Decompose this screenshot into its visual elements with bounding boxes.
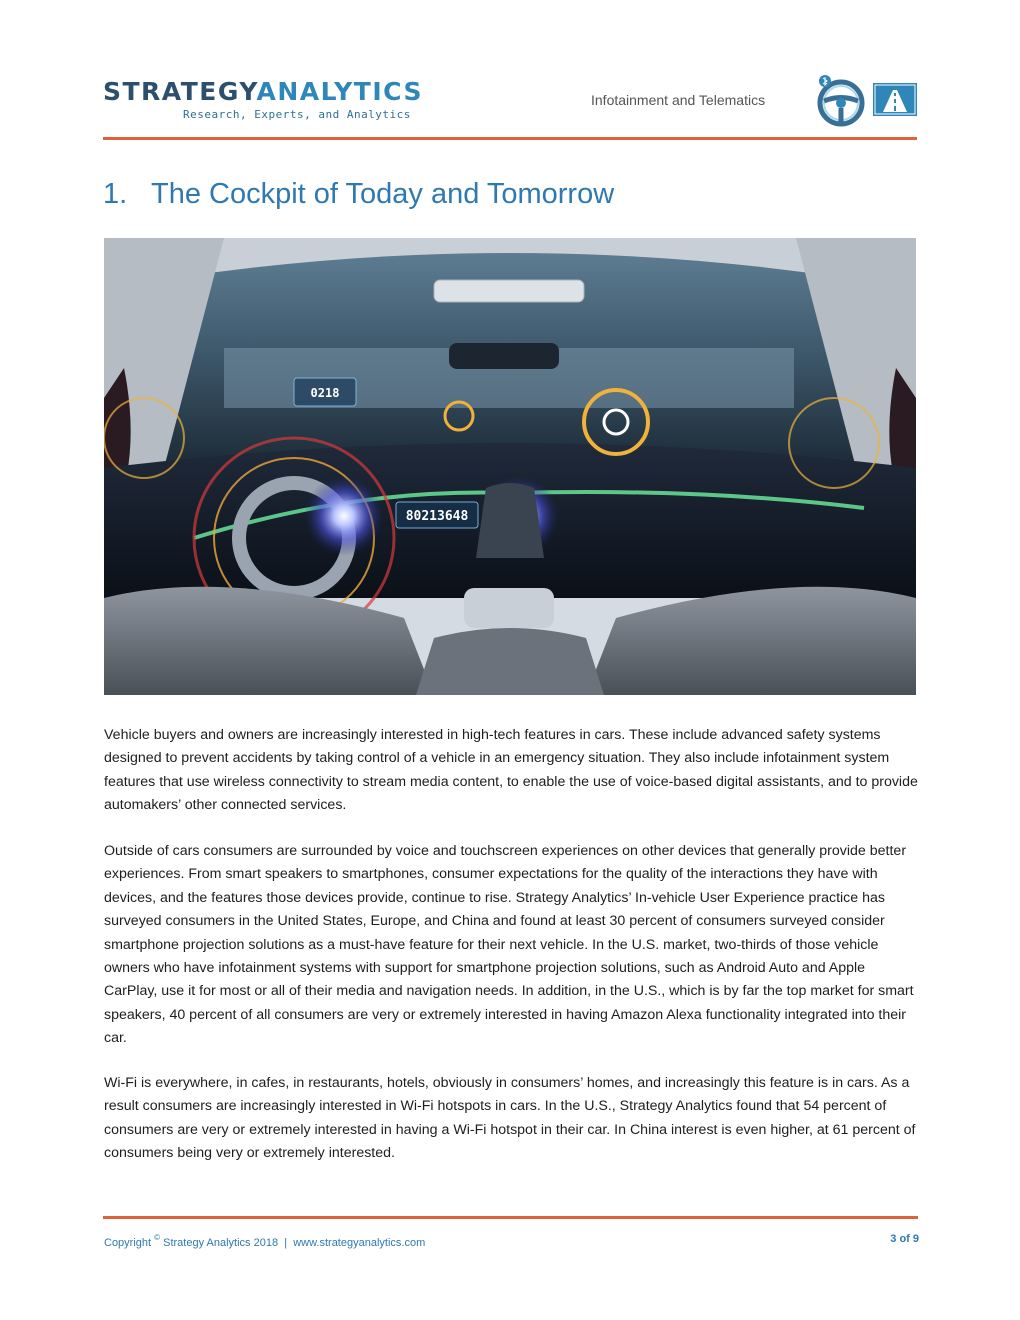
footer-copyright [104, 1233, 425, 1249]
logo-word-strategy: STRATEGY [103, 77, 257, 106]
body-paragraph-2: Outside of cars consumers are surrounded by voice and touchscreen experiences on other devices that generally provide better experiences. From smart speakers to smartphones, consumer expectations for the quality of the interactions they have with devices, and the features those devices provide, continue to rise. Strategy Analytics’ In-vehicle User Experience practice has surveyed consumers in the United States, Europe, and China and found at least 30 percent of consumers surveyed consider smartphone projection solutions as a must-have feature for their next vehicle. In the U.S. market, two-thirds of those vehicle owners who have infotainment systems with support for smartphone projection solutions, such as Android Auto and Apple CarPlay, use it for most or all of their media and navigation needs. In addition, in the U.S., which is by far the top market for smart speakers, 40 percent of all consumers are very or extremely interested in having Amazon Alexa functionality integrated into their car. [104, 843, 914, 1047]
hud-speed-readout: 0218 [310, 386, 340, 400]
bluetooth-icon [819, 75, 831, 87]
page-header [103, 72, 918, 142]
section-heading: The Cockpit of Today and Tomorrow [151, 178, 615, 210]
body-paragraph-1: Vehicle buyers and owners are increasingly interested in high-tech features in cars. These include advanced safety systems designed to prevent accidents by taking control of a vehicle in an emergency situation. They also include infotainment system features that use wireless connectivity to stream media content, to enable the use of voice-based digital assistants, and to provide automakers’ other connected services. [104, 727, 918, 814]
steering-wheel-icon [815, 72, 867, 128]
section-number: 1. [103, 178, 128, 210]
section-title: Infotainment and Telematics [591, 92, 766, 108]
footer-website-link[interactable]: www.strategyanalytics.com [293, 1237, 426, 1249]
road-sign-icon [873, 83, 917, 116]
body-paragraph-3: Wi-Fi is everywhere, in cafes, in restaurants, hotels, obviously in consumers’ homes, and increasingly this feature is in cars. As a result consumers are increasingly interested in Wi-Fi hotspots in cars. In the U.S., Strategy Analytics found that 54 percent of consumers are very or extremely interested in having a Wi-Fi hotspot in their car. In China interest is even higher, at 61 percent of consumers being very or extremely interested. [104, 1075, 916, 1162]
logo-tagline: Research, Experts, and Analytics [183, 108, 411, 121]
cockpit-photo [104, 238, 916, 695]
footer-divider [103, 1216, 918, 1219]
header-divider [103, 137, 917, 140]
footer-org-year: Strategy Analytics 2018 [163, 1237, 279, 1249]
logo-word-analytics: ANALYTICS [256, 77, 423, 106]
footer-separator: | [284, 1237, 288, 1249]
hud-odometer-readout: 80213648 [405, 509, 469, 524]
page-title [103, 178, 614, 211]
copyright-label: Copyright [104, 1237, 152, 1249]
company-logo[interactable] [103, 78, 423, 106]
copyright-icon: © [154, 1233, 161, 1242]
page-number: 3 of 9 [890, 1233, 919, 1245]
